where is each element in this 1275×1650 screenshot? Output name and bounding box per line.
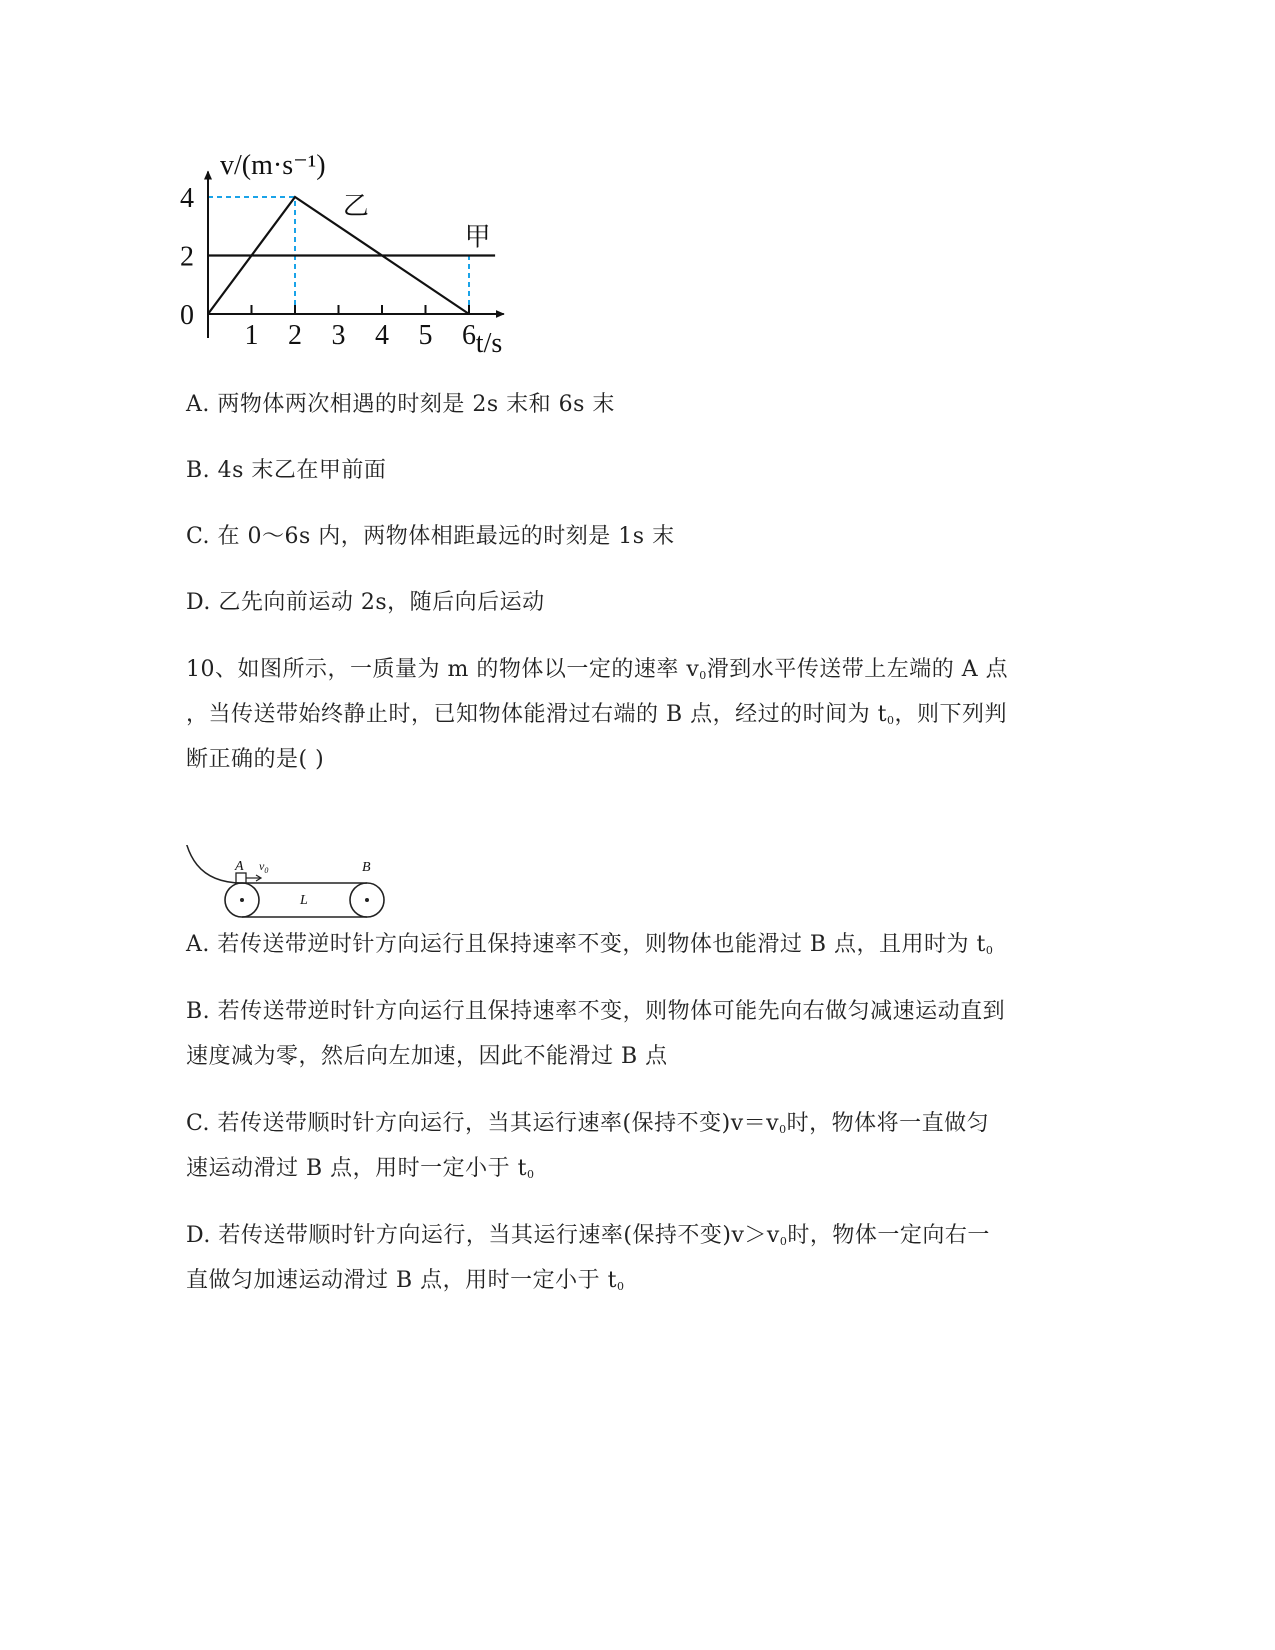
option-10d-line-2: 直做匀加速运动滑过 B 点，用时一定小于 $t_0$	[186, 1268, 625, 1293]
tick-labels	[180, 183, 476, 351]
option-10a: A. 若传送带逆时针方向运行且保持速率不变，则物体也能滑过 B 点，且用时为 $t_0$	[186, 932, 994, 957]
x-tick-label-2: 2	[288, 320, 302, 351]
y-tick-label-4: 4	[180, 183, 194, 214]
y-tick-label-0: 0	[180, 300, 194, 331]
question-10-line-3: 断正确的是( )	[186, 747, 325, 772]
option-9a: A. 两物体两次相遇的时刻是 2s 末和 6s 末	[186, 392, 615, 417]
question-10-line-1: 10、如图所示，一质量为 m 的物体以一定的速率 $v_0$滑到水平传送带上左端的 A 点	[186, 657, 1009, 682]
x-tick-label-4: 4	[375, 320, 389, 351]
series-label-yi: 乙	[342, 191, 369, 221]
question-10-line-2: ，当传送带始终静止时，已知物体能滑过右端的 B 点，经过的时间为 $t_0$，则下列判	[186, 702, 1008, 727]
velocity-time-chart	[170, 148, 570, 378]
right-pulley-axle	[365, 898, 369, 902]
x-tick-label-3: 3	[331, 320, 346, 351]
option-10b-line-1: B. 若传送带逆时针方向运行且保持速率不变，则物体可能先向右做匀减速运动直到	[186, 999, 1006, 1024]
option-10b-line-2: 速度减为零，然后向左加速，因此不能滑过 B 点	[186, 1044, 668, 1069]
option-9b: B. 4s 末乙在甲前面	[186, 458, 387, 483]
option-9d: D. 乙先向前运动 2s，随后向后运动	[186, 590, 545, 615]
series-label-jia: 甲	[464, 222, 491, 252]
x-tick-label-5: 5	[418, 320, 433, 351]
label-b: B	[362, 860, 371, 875]
left-pulley-axle	[240, 898, 244, 902]
y-axis-label: v/(m·s⁻¹)	[220, 150, 326, 181]
option-9c: C. 在 0～6s 内，两物体相距最远的时刻是 1s 末	[186, 524, 675, 549]
incline-curve	[182, 845, 242, 883]
option-10c-line-1: C. 若传送带顺时针方向运行，当其运行速率(保持不变)$v=v_0$时，物体将一直做匀	[186, 1111, 990, 1136]
option-10c-line-2: 速运动滑过 B 点，用时一定小于 $t_0$	[186, 1156, 535, 1181]
block-at-a	[236, 873, 246, 883]
option-10d-line-1: D. 若传送带顺时针方向运行，当其运行速率(保持不变)$v>v_0$时，物体一定向右一	[186, 1223, 990, 1248]
label-l: L	[300, 893, 308, 908]
x-axis-label: t/s	[475, 328, 503, 359]
x-tick-label-6: 6	[462, 320, 476, 351]
x-tick-label-1: 1	[244, 320, 259, 351]
label-v0: $v_0$	[259, 859, 269, 875]
y-tick-label-2: 2	[180, 241, 194, 273]
conveyor-belt-diagram	[180, 845, 410, 940]
label-a: A	[235, 859, 244, 874]
